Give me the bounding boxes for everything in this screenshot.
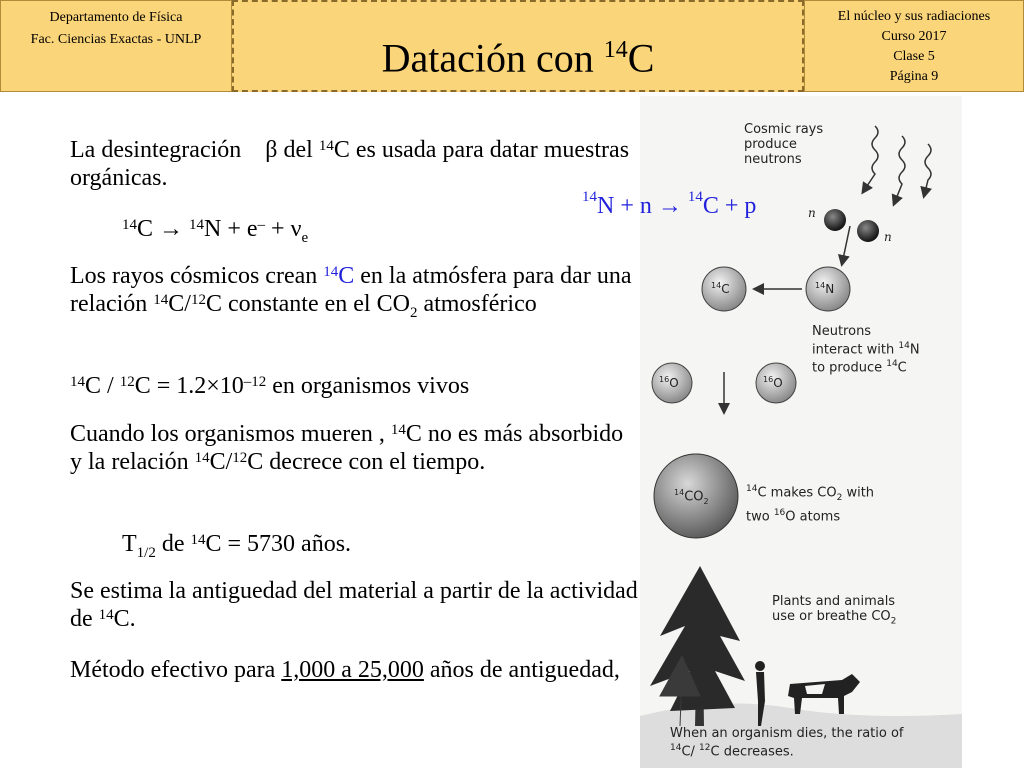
cosmic-ray-1 — [863, 126, 878, 192]
ball-14n-label: $^{14}$N — [815, 281, 835, 296]
cosmic-ray-2 — [894, 136, 905, 204]
paragraph-organism-death: Cuando los organismos mueren , $^{14}$C no es más absorbido y la relación $^{14}$C/$^{12}$C decrece con el tiempo. — [70, 421, 624, 475]
plants-animals-label: Plants and animals use or breathe $CO_2$ — [772, 594, 897, 627]
header-right-box — [804, 0, 1024, 92]
page-number: Página 9 — [889, 69, 939, 84]
half-life-line: $T_{1/2}$ de $^{14}$C = 5730 años. — [122, 531, 352, 561]
person-head — [755, 661, 765, 671]
ball-16o-left-label: $^{16}$O — [659, 375, 679, 390]
page-title: Datación con $^{14}$C — [381, 35, 655, 81]
cow — [788, 674, 860, 714]
decay-equation: $^{14}C \to ^{14}N + e^- + \nu_e$ — [122, 216, 309, 246]
neutron-arrow — [842, 226, 850, 264]
neutrons-interact-label: Neutrons interact with $^{14}$N to produce $^{14}$C — [812, 324, 920, 376]
makes-co2-label: $^{14}$C makes $CO_2$ with two $^{16}$O atoms — [746, 484, 875, 525]
class-number: Clase 5 — [893, 49, 935, 64]
course-year: Curso 2017 — [881, 29, 947, 44]
nuclear-reaction-equation: $^{14}$N + n → $^{14}$C + p — [582, 189, 757, 219]
neutron-ball-2 — [857, 220, 879, 242]
neutron-ball-1 — [824, 209, 846, 231]
neutron-label-1: n — [808, 206, 816, 220]
range-underlined: 1,000 a 25,000 — [281, 657, 424, 683]
faculty-label: Fac. Ciencias Exactas - UNLP — [30, 32, 202, 47]
ratio-equation: $^{14}C / ^{12}C = 1.2\times 10^{-12}$ en organismos vivos — [70, 373, 470, 399]
department-label: Departamento de Física — [49, 10, 183, 25]
paragraph-age-estimate: Se estima la antiguedad del material a partir de la actividad de $^{14}$C. — [70, 578, 638, 632]
cosmic-ray-3 — [924, 144, 931, 196]
ball-14c-label: $^{14}$C — [711, 281, 730, 296]
header-left-box — [0, 0, 232, 92]
paragraph-cosmic-rays: Los rayos cósmicos crean $^{14}$C en la atmósfera para dar una relación $^{14}$C/$^{12}$C constante en el $CO_2$ atmosférico — [70, 263, 632, 321]
header-title-box — [232, 0, 804, 92]
ball-co2-label: $^{14}CO_2$ — [674, 488, 709, 506]
course-topic: El núcleo y sus radiaciones — [837, 9, 991, 24]
neutron-label-2: n — [884, 230, 892, 244]
paragraph-beta-decay: La desintegración β del $^{14}$C es usada para datar muestras orgánicas. — [70, 137, 630, 191]
organism-dies-label: When an organism dies, the ratio of $^{14}$C/ $^{12}$C decreases. — [670, 726, 904, 760]
paragraph-method-range: Método efectivo para 1,000 a 25,000 años de antiguedad, — [70, 657, 620, 683]
ball-16o-right-label: $^{16}$O — [763, 375, 783, 390]
cosmic-rays-label: Cosmic rays produce neutrons — [744, 122, 824, 167]
